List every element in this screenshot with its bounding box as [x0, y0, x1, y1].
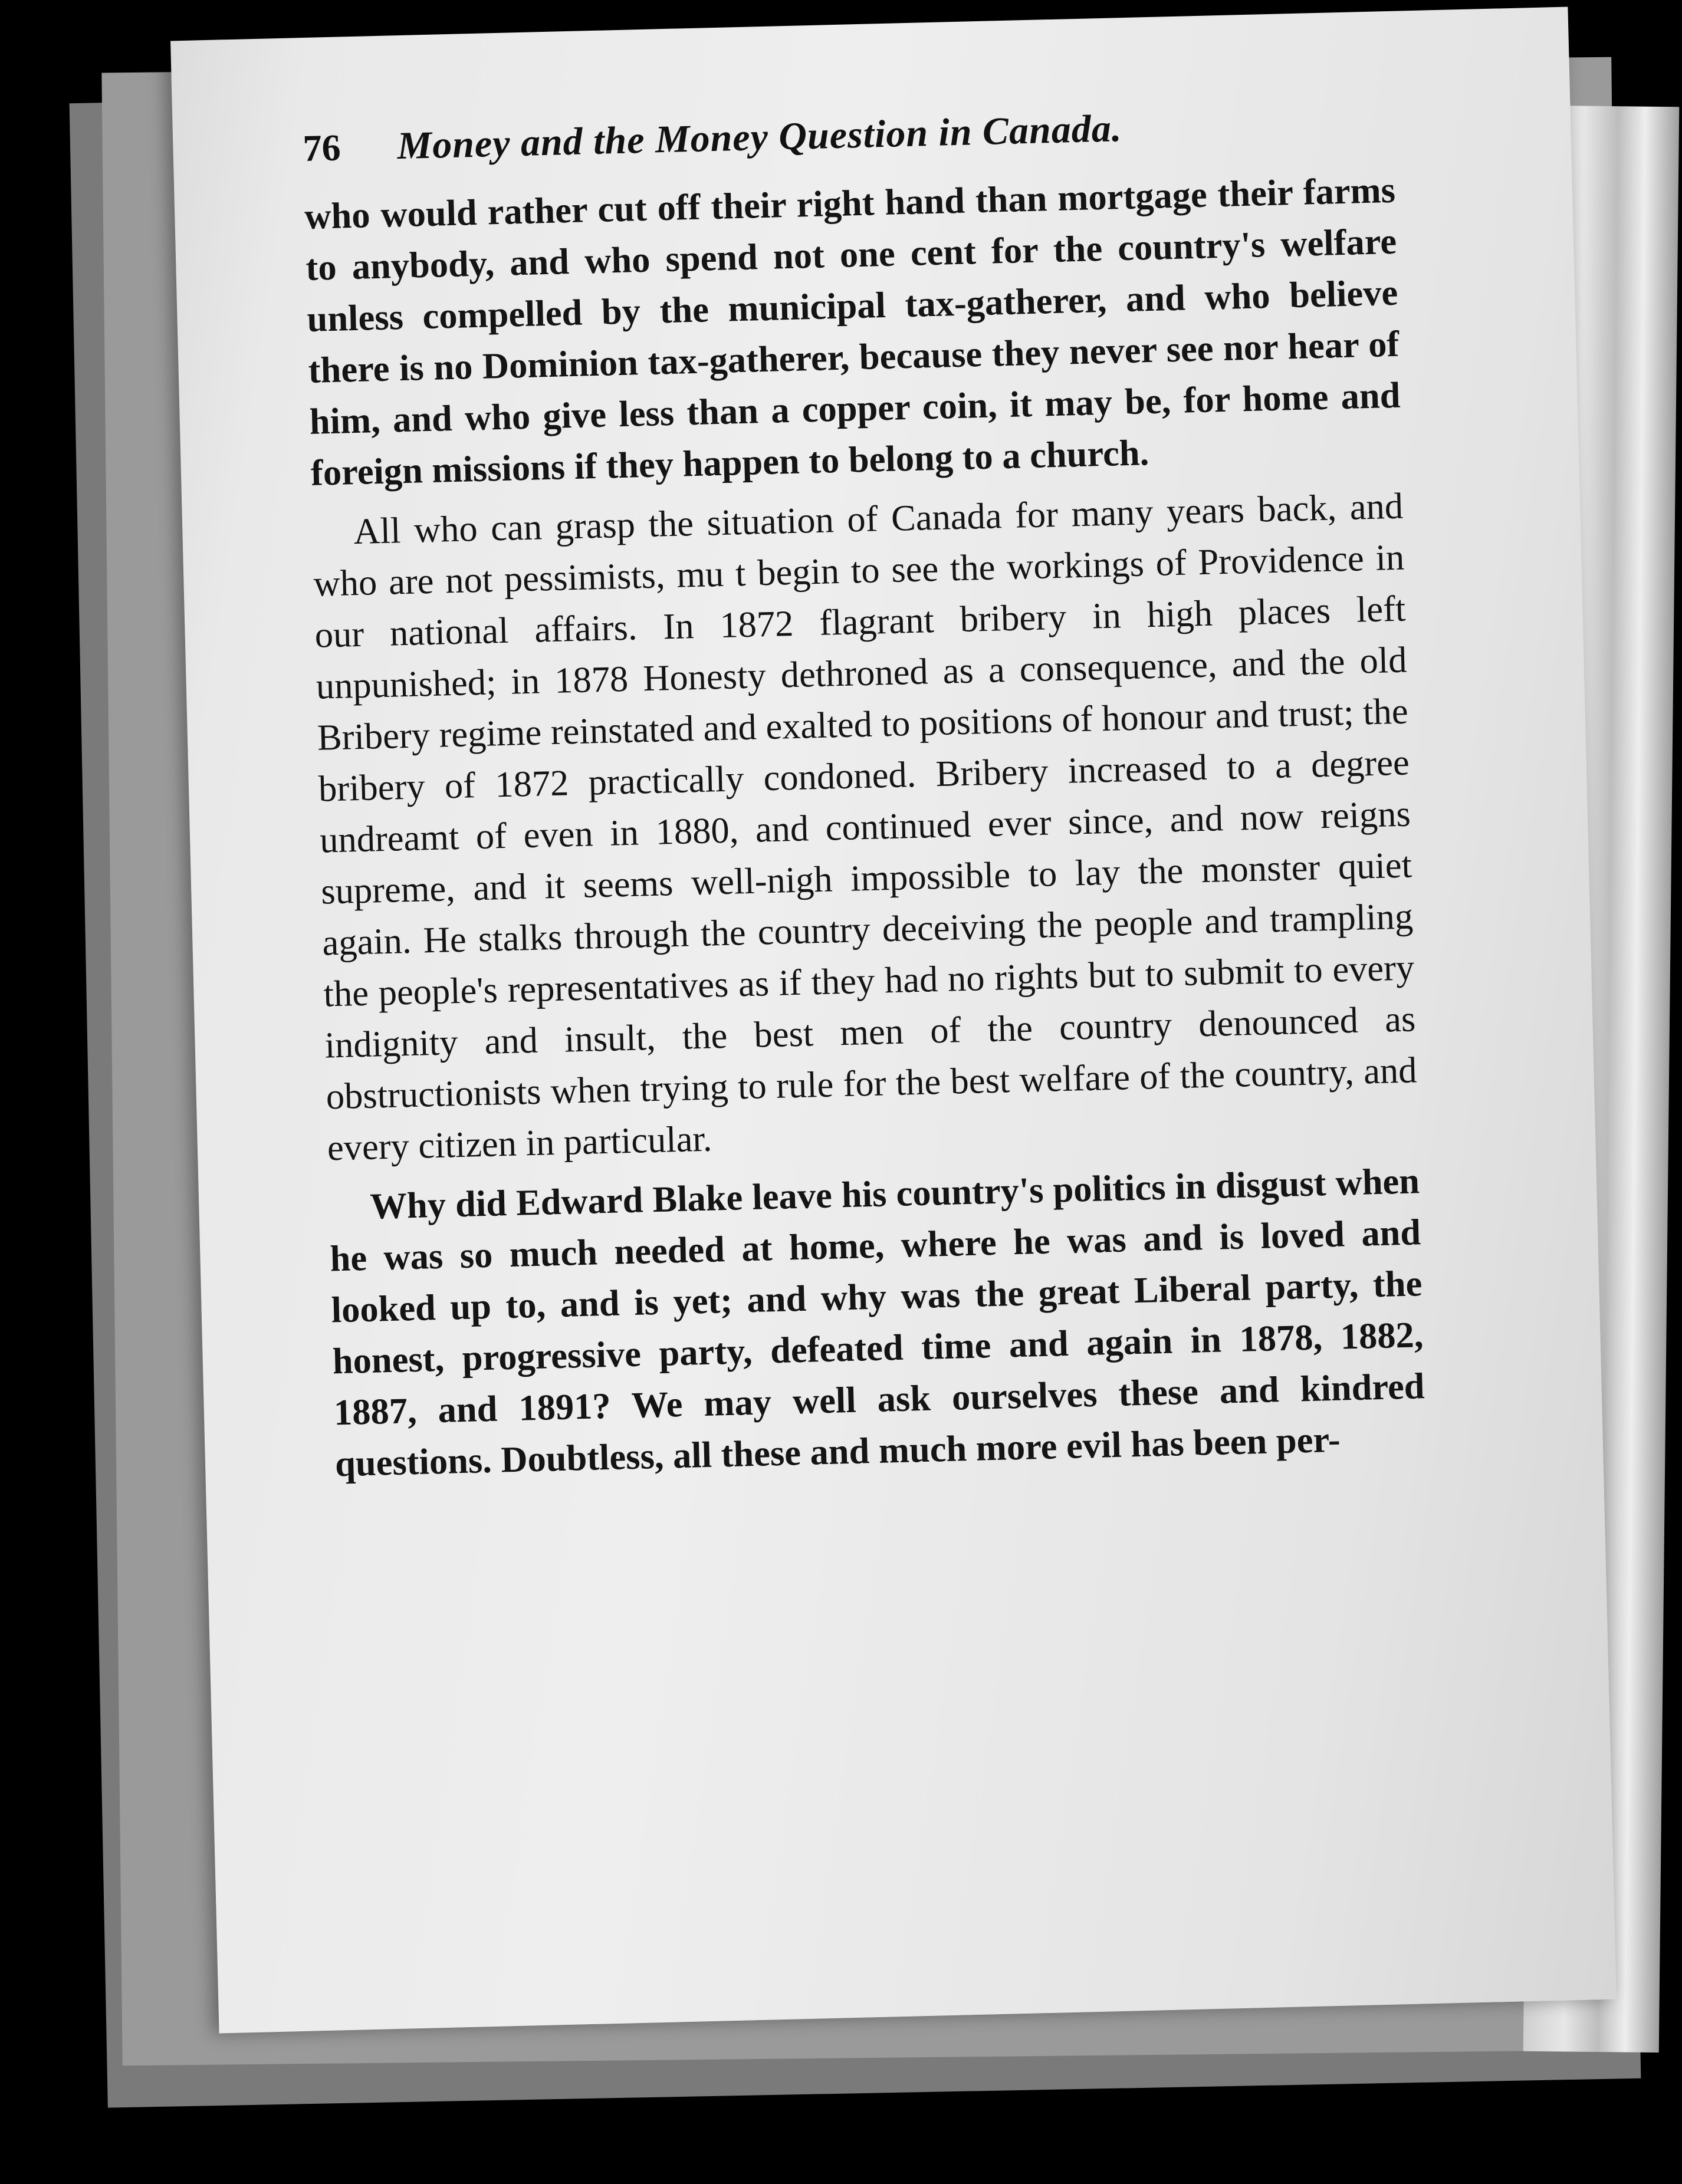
running-title: Money and the Money Question in Canada.: [396, 107, 1123, 168]
body-text: [304, 165, 1426, 1490]
running-head: [303, 100, 1394, 171]
paragraph-2: All who can grasp the situation of Canada for many years back, and who are not pessimists, mu t begin to see the workings of Providence in our national affairs. In 1872 flagrant bribery in high places left unpunished; in 1878 Honesty dethroned as a consequence, and the old Bribery regime reinstated and exalted to positions of honour and trust; the bribery of 1872 practically condoned. Bribery increased to a degree undreamt of even in 1880, and continued ever since, and now reigns supreme, and it seems well-nigh impossible to lay the monster quiet again. He stalks through the country deceiving the people and trampling the people's representatives as if they had no rights but to submit to every indignity and insult, the best men of the country denounced as obstructionists when trying to rule for the best welfare of the country, and every citizen in particular.: [313, 485, 1418, 1169]
book-page: [170, 7, 1617, 2034]
paragraph-1: who would rather cut off their right hand than mortgage their farms to anybody, and who spend not one cent for the country's welfare unless compelled by the municipal tax-gatherer, and who believe there is no Dominion tax-gatherer, because they never see nor hear of him, and who give less than a copper coin, it may be, for home and foreign missions if they happen to belong to a church.: [304, 169, 1401, 494]
page-number: 76: [302, 126, 341, 170]
paragraph-3: Why did Edward Blake leave his country's politics in disgust when he was so much needed at home, where he was and is loved and looked up to, and is yet; and why was the great Liberal party, the honest, progressive party, defeated time and again in 1878, 1882, 1887, and 1891? We may well ask ourselves these and kindred questions. Doubtless, all these and much more evil has been per-: [329, 1160, 1425, 1485]
page-content: [303, 100, 1427, 1490]
